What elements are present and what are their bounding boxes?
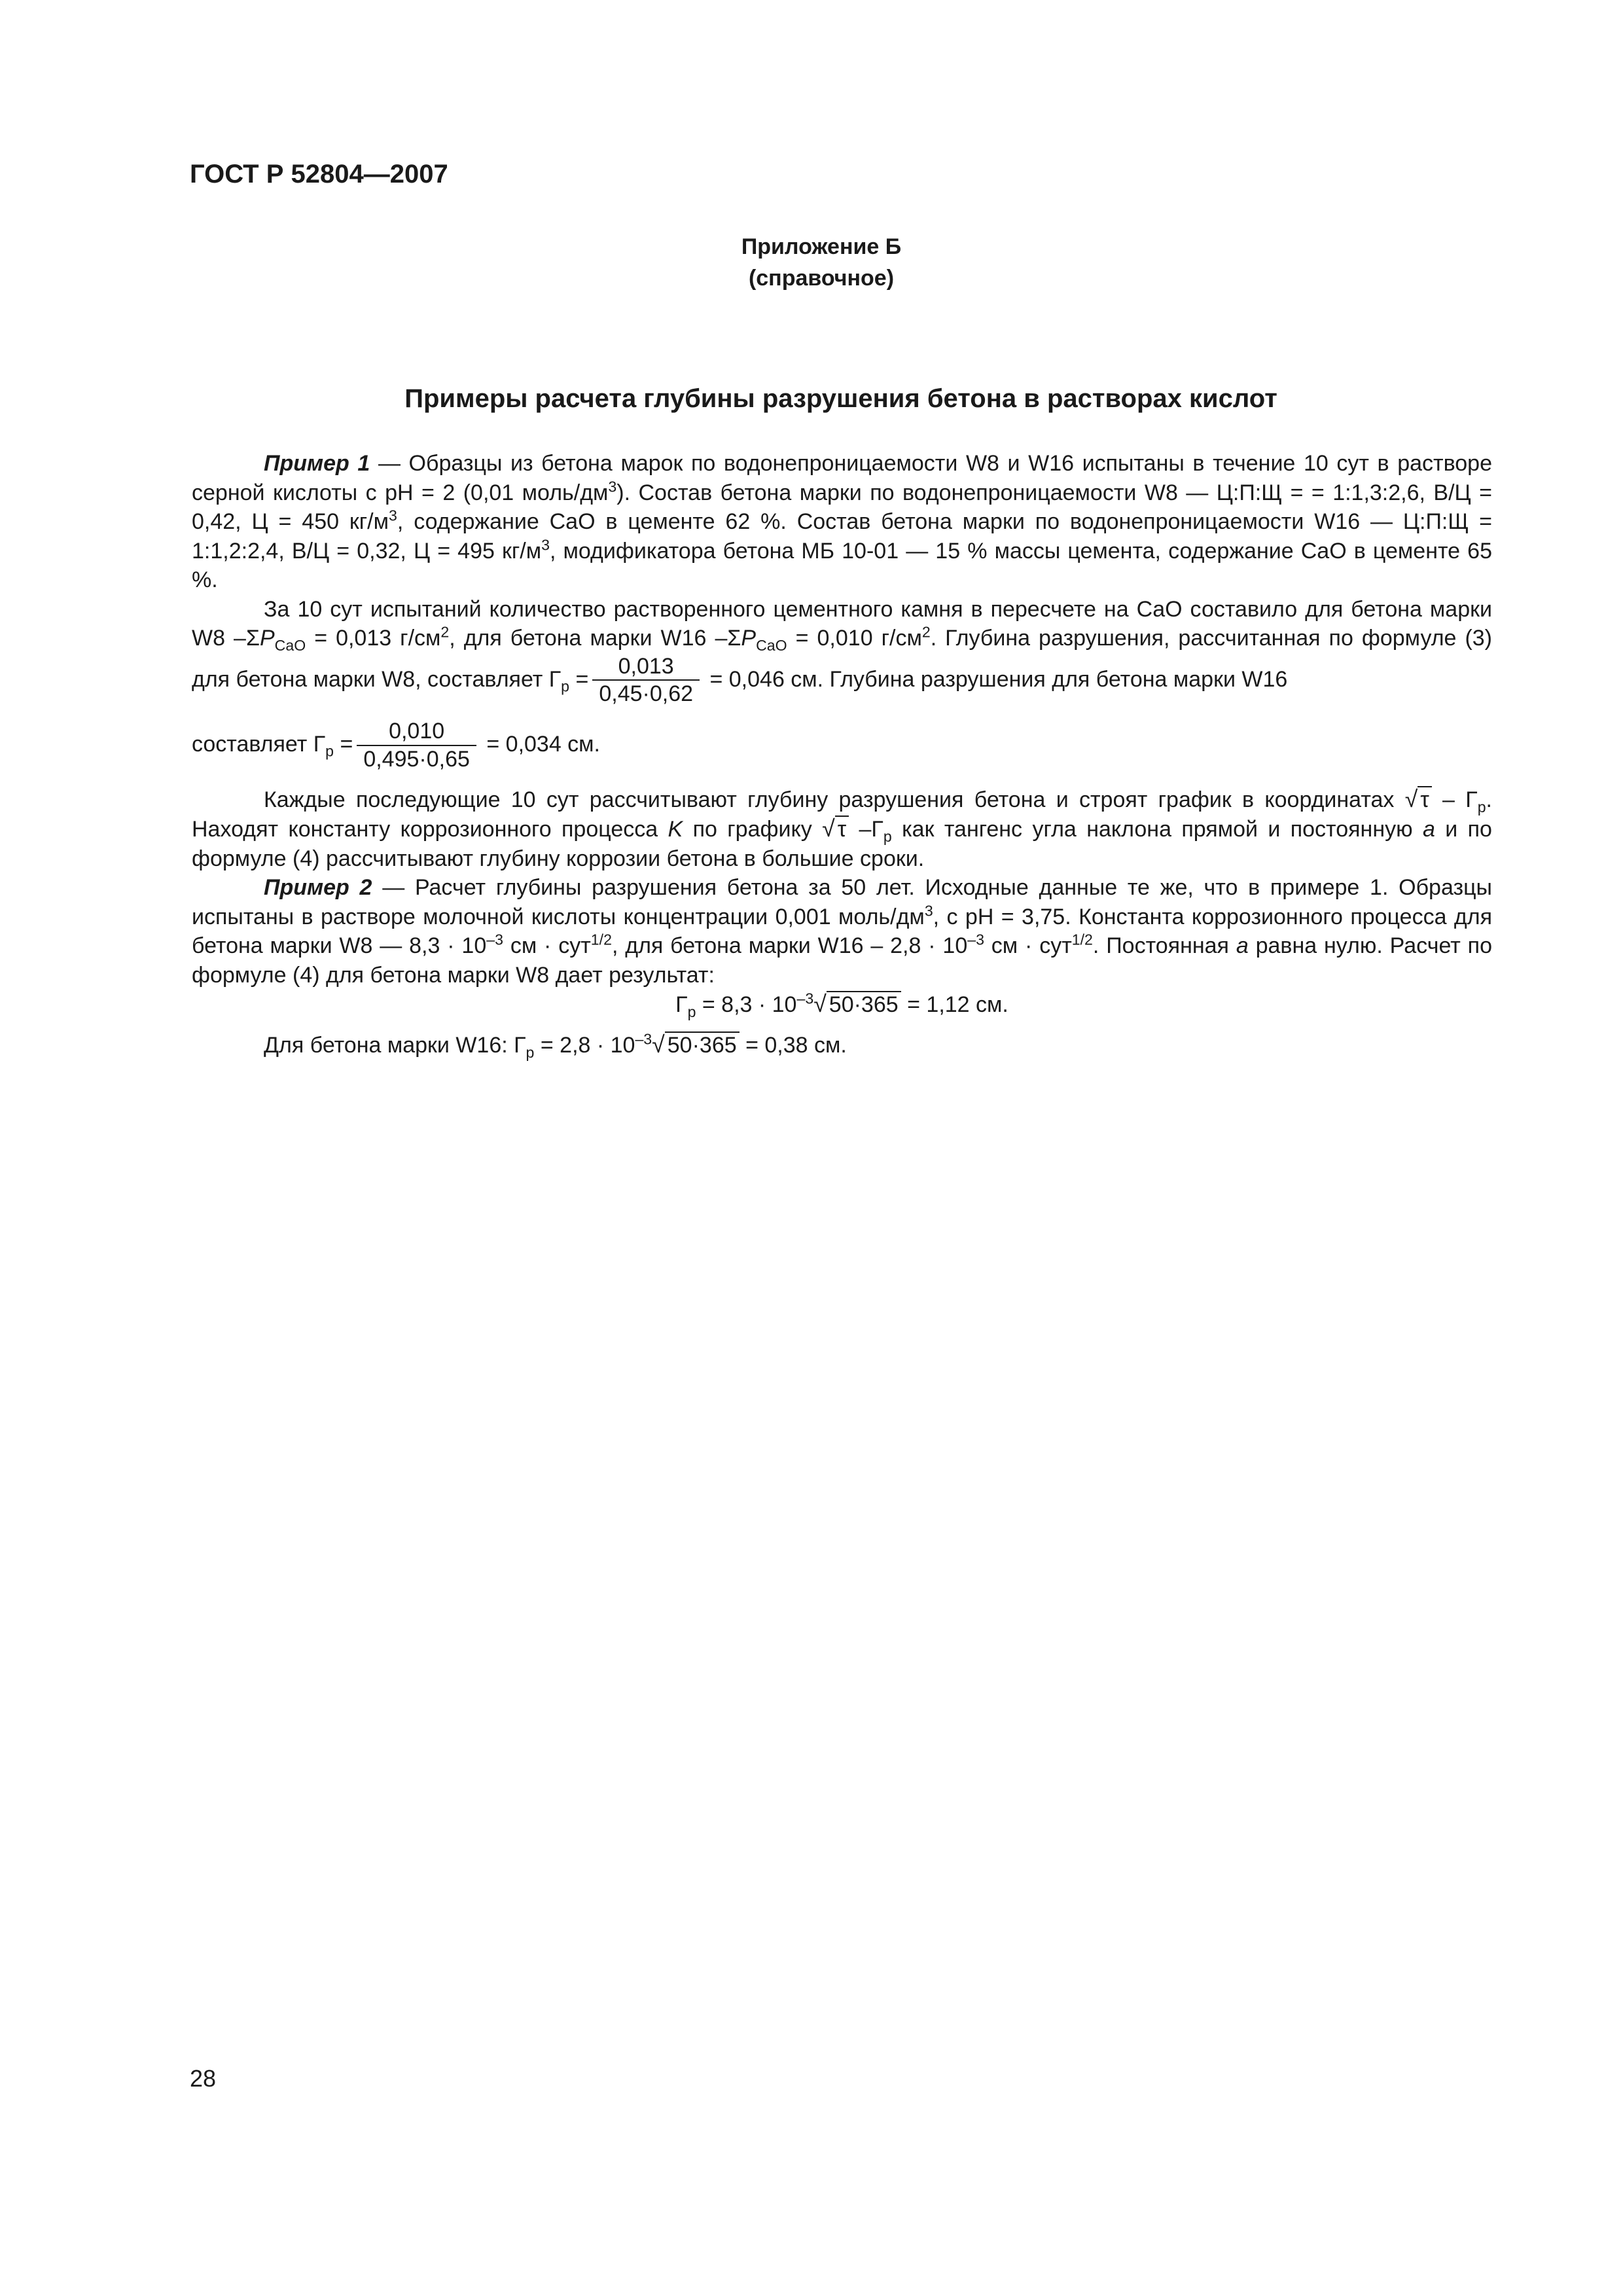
standard-id: ГОСТ Р 52804—2007 bbox=[190, 160, 448, 188]
appendix-heading bbox=[0, 231, 1623, 294]
formula-w8: $Г_р = 8,3 \cdot 10^{-3}√$ 50·365 = 1,12 см. bbox=[675, 990, 1008, 1020]
fraction-w16-denominator: 0,495·0,65 bbox=[357, 745, 476, 773]
example1-paragraph-3: Каждые последующие 10 сут рассчитывают глубину разрушения бетона и строят график в координатах √ τ – $Г_р$. Находят константу коррозионного процесса K по графику √ τ $-Г_р$ как тангенс угла наклона прямой и постоянную a и по формуле (4) рассчитывают глубину коррозии бетона в большие сроки. bbox=[192, 785, 1492, 871]
document-body bbox=[192, 449, 1492, 1060]
fraction-w16-numerator: 0,010 bbox=[389, 719, 445, 744]
page-number: 28 bbox=[190, 2065, 217, 2092]
appendix-label: Приложение Б bbox=[741, 234, 902, 259]
fraction-w16 bbox=[357, 718, 476, 773]
example1-paragraph-2: За 10 сут испытаний количество растворенного цементного камня в пересчете на CaO составило для бетона марки W8 $-\Sigma P_{CaO} = 0,013$ $г/см^2$, для бетона марки W16 $-\Sigma P_{CaO} = 0,010$ $г/см^2$. Глубина разрушения, рассчитанная по формуле (3) для бетона марки W8, составляет $Г_р$ = $\frac{0,013}{0,45\cdot 0,62}$ = 0,046 см. Глубина разрушения для бетона марки W16 bbox=[192, 596, 1493, 707]
example2-label: Пример 2 bbox=[264, 875, 372, 901]
page-title: Примеры расчета глубины разрушения бетона в растворах кислот bbox=[404, 384, 1277, 413]
fraction-w8-denominator: 0,45·0,62 bbox=[592, 679, 700, 708]
example1-paragraph-2-end: составляет $Г_р$ = $\frac{0,010}{0,495\cdot 0,65}$ = 0,034 см. bbox=[192, 719, 601, 772]
fraction-w8-numerator: 0,013 bbox=[618, 653, 674, 679]
fraction-w8 bbox=[592, 653, 700, 708]
example2-paragraph-1: Пример 2 — Расчет глубины разрушения бетона за 50 лет. Исходные данные те же, что в примере 1. Образцы испытаны в растворе молочной кислоты концентрации 0,001 моль/$дм^3$, с рН = 3,75. Константа коррозионного процесса для бетона марки W8 — $8,3 \cdot 10^{-3}$ см · сут$^{1/2}$, для бетона марки $W16 - 2,8 \cdot 10^{-3}$ см · сут$^{1/2}$. Постоянная a равна нулю. Расчет по формуле (4) для бетона марки W8 дает результат: bbox=[192, 875, 1492, 988]
example1-paragraph-1: Пример 1 — Образцы из бетона марок по водонепроницаемости W8 и W16 испытаны в течение 10 сут в растворе серной кислоты с рН = 2 (0,01 моль/$дм^3$). Состав бетона марки по водонепроницаемости W8 — Ц:П:Щ = = 1:1,3:2,6, В/Ц = 0,42, Ц = 450 $кг/м^3$, содержание CaO в цементе 62 %. Состав бетона марки по водонепроницаемости W16 — Ц:П:Щ = 1:1,2:2,4, В/Ц = 0,32, Ц = 495 $кг/м^3$, модификатора бетона МБ 10-01 — 15 % массы цемента, содержание CaO в цементе 65 %. bbox=[192, 451, 1493, 592]
example1-label: Пример 1 bbox=[264, 451, 370, 476]
appendix-kind: (справочное) bbox=[748, 266, 895, 291]
formula-w16: Для бетона марки W16: $Г_р = 2,8 \cdot 10^{-3}√$ 50·365 = 0,38 см. bbox=[264, 1030, 847, 1061]
